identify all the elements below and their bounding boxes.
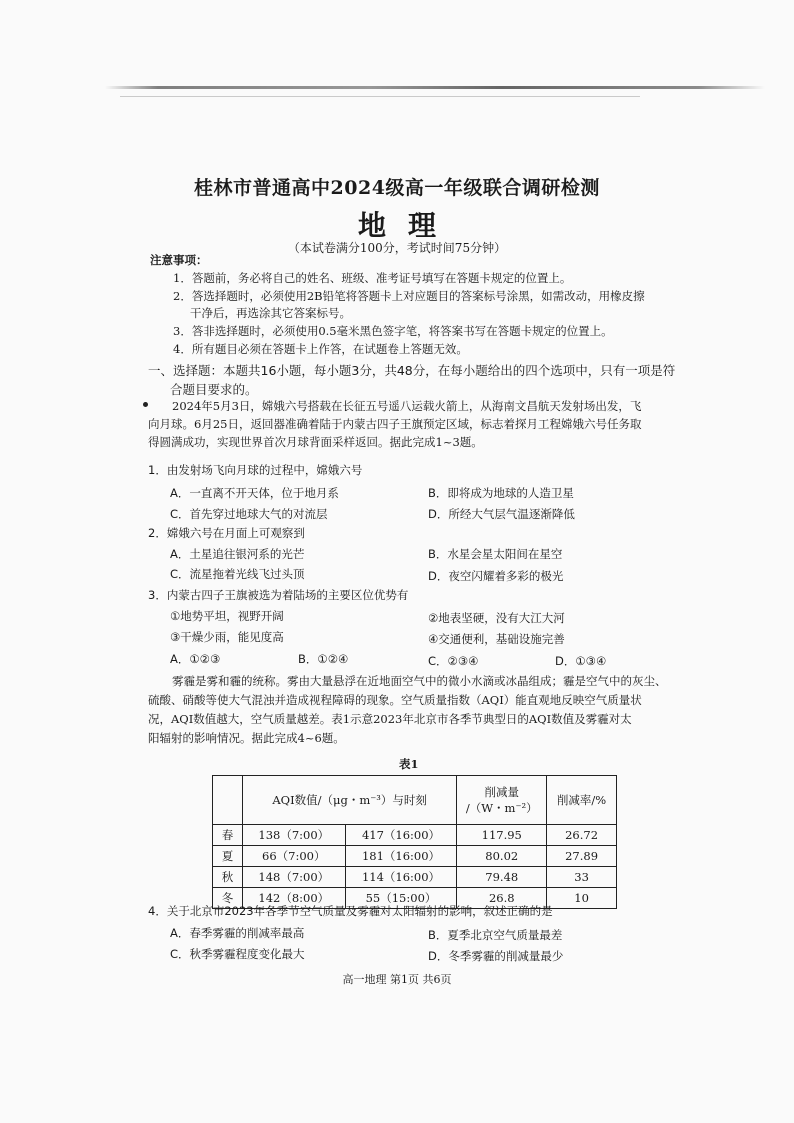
aqi-high-cell: 181（16:00） [345,846,457,867]
option-a: A．①②③ [170,652,221,666]
table-row [213,846,617,867]
aqi-table [212,775,617,909]
season-cell: 冬 [213,888,243,909]
aqi-low-cell: 138（7:00） [242,825,345,846]
option-b: B．夏季北京空气质量最差 [428,928,563,942]
reduction-amount-cell: 117.95 [457,825,547,846]
reduction-rate-cell: 10 [547,888,617,909]
exam-title: 桂林市普通高中2024级高一年级联合调研检测 [194,177,600,199]
section-heading: 一、选择题：本题共16小题，每小题3分，共48分，在每小题给出的四个选项中，只有一项是符 [148,363,676,378]
statement-3: ③干燥少雨，能见度高 [170,630,284,644]
statement-2: ②地表坚硬，没有大江大河 [428,611,565,625]
notice-item: 干净后，再选涂其它答案标号。 [190,306,351,320]
page-footer: 高一地理 第1页 共6页 [342,973,452,986]
option-d: D．冬季雾霾的削减量最少 [428,949,564,963]
table-row [213,825,617,846]
reduction-amount-label: 削减量 [484,785,519,799]
option-c: C．②③④ [428,654,479,668]
option-a: A．春季雾霾的削减率最高 [170,926,305,940]
passage-line: 况，AQI数值越大，空气质量越差。表1示意2023年北京市各季节典型日的AQI数值及雾霾对太 [148,712,632,726]
aqi-low-cell: 148（7:00） [242,867,345,888]
table-header-row [213,776,617,825]
aqi-low-cell: 142（8:00） [242,888,345,909]
reduction-rate-cell: 33 [547,867,617,888]
statement-4: ④交通便利，基础设施完善 [428,632,565,646]
question-stem: 4．关于北京市2023年各季节空气质量及雾霾对太阳辐射的影响，叙述正确的是 [148,904,553,918]
reduction-amount-unit: /（W・m⁻²） [465,801,538,815]
aqi-low-cell: 66（7:00） [242,846,345,867]
question-stem: 2．嫦娥六号在月面上可观察到 [148,526,305,540]
table-corner-cell [213,776,243,825]
option-c: C．流星拖着光线飞过头顶 [170,567,305,581]
option-d: D．所经大气层气温逐渐降低 [428,507,575,521]
reduction-amount-cell: 79.48 [457,867,547,888]
option-b: B．水星会星太阳间在星空 [428,547,563,561]
option-a: A．土星追往银河系的光芒 [170,547,305,561]
reduction-amount-cell: 26.8 [457,888,547,909]
aqi-header: AQI数值/（μg・m⁻³）与时刻 [242,776,456,825]
table-caption: 表1 [399,757,419,771]
exam-info: （本试卷满分100分，考试时间75分钟） [287,241,507,255]
option-c: C．秋季雾霾程度变化最大 [170,947,305,961]
question-stem: 1．由发射场飞向月球的过程中，嫦娥六号 [148,463,363,477]
section-heading: 合题目要求的。 [170,382,258,397]
notice-item: 4．所有题目必须在答题卡上作答，在试题卷上答题无效。 [173,342,468,356]
bullet-dot [143,402,148,407]
passage-line: 硫酸、硝酸等使大气混浊并造成视程障碍的现象。空气质量指数（AQI）能直观地反映空气质量状 [148,693,642,707]
scan-artifact-line [120,96,640,97]
notice-heading: 注意事项： [150,253,208,267]
aqi-high-cell: 55（15:00） [345,888,457,909]
question-stem: 3．内蒙古四子王旗被选为着陆场的主要区位优势有 [148,588,409,602]
table-row [213,867,617,888]
exam-subject: 地理 [357,209,458,242]
option-b: B．①②④ [298,652,349,666]
notice-item: 1．答题前，务必将自己的姓名、班级、准考证号填写在答题卡规定的位置上。 [173,271,572,285]
scan-artifact-line [105,86,765,89]
reduction-rate-header: 削减率/% [547,776,617,825]
notice-item: 2．答选择题时，必须使用2B铅笔将答题卡上对应题目的答案标号涂黑，如需改动，用橡皮擦 [173,289,645,303]
notice-item: 3．答非选择题时，必须使用0.5毫米黑色签字笔，将答案书写在答题卡规定的位置上。 [173,324,613,338]
passage-line: 阳辐射的影响情况。据此完成4~6题。 [148,731,345,745]
passage-line: 向月球。6月25日，返回器准确着陆于内蒙古四子王旗预定区域，标志着探月工程嫦娥六号任务取 [148,417,642,431]
season-cell: 夏 [213,846,243,867]
reduction-rate-cell: 27.89 [547,846,617,867]
option-d: D．夜空闪耀着多彩的极光 [428,569,564,583]
reduction-rate-cell: 26.72 [547,825,617,846]
passage-line: 得圆满成功，实现世界首次月球背面采样返回。据此完成1~3题。 [148,435,483,449]
aqi-high-cell: 417（16:00） [345,825,457,846]
passage-line: 雾霾是雾和霾的统称。雾由大量悬浮在近地面空气中的微小水滴或冰晶组成；霾是空气中的灰尘、 [172,674,667,688]
reduction-amount-cell: 80.02 [457,846,547,867]
option-b: B．即将成为地球的人造卫星 [428,486,574,500]
aqi-high-cell: 114（16:00） [345,867,457,888]
statement-1: ①地势平坦，视野开阔 [170,609,284,623]
season-cell: 秋 [213,867,243,888]
option-d: D．①③④ [555,654,607,668]
passage-line: 2024年5月3日，嫦娥六号搭载在长征五号遥八运载火箭上，从海南文昌航天发射场出发，飞 [172,399,642,413]
option-c: C．首先穿过地球大气的对流层 [170,507,328,521]
season-cell: 春 [213,825,243,846]
option-a: A．一直离不开天体，位于地月系 [170,486,339,500]
reduction-amount-header [457,776,547,825]
